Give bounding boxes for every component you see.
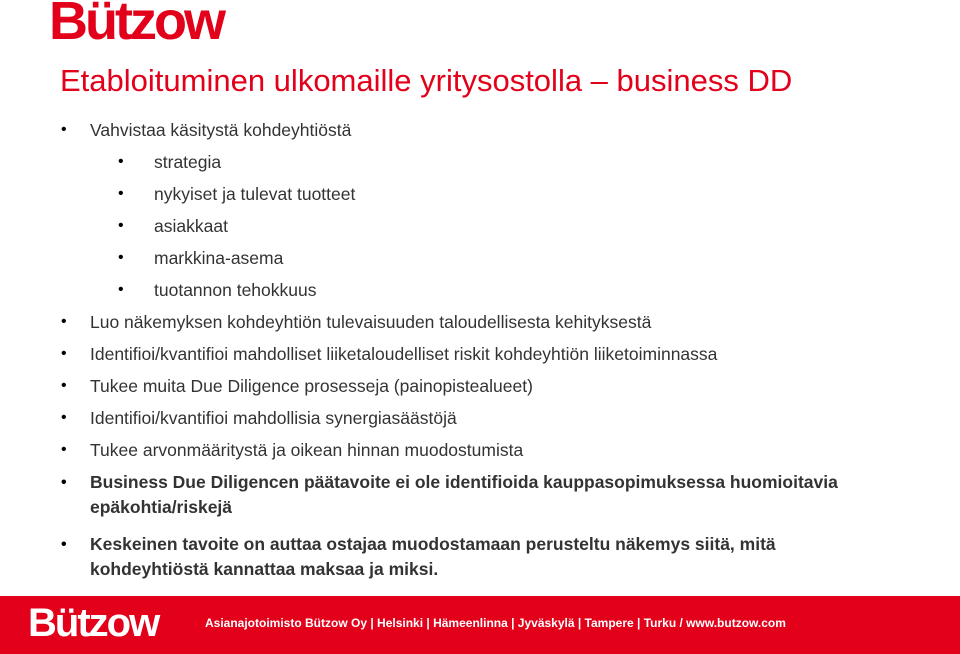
bullet-item: • Luo näkemyksen kohdeyhtiön tulevaisuuden taloudellisesta kehityksestä [0,306,960,338]
butzow-logo-top: Bützow [49,0,223,51]
footer-contact-text: Asianajotoimisto Bützow Oy | Helsinki | Hämeenlinna | Jyväskylä | Tampere | Turku / www.butzow.com [205,616,786,630]
bullet-item: • Business Due Diligencen päätavoite ei ole identifioida kauppasopimuksessa huomioitavia epäkohtia/riskejä [0,466,870,524]
sub-bullet-item: • strategia [0,146,960,178]
bullet-list [0,114,960,586]
bullet-item: • Vahvistaa käsitystä kohdeyhtiöstä [0,114,960,146]
bullet-item: • Identifioi/kvantifioi mahdollisia synergiasäästöjä [0,402,960,434]
bullet-item: • Tukee muita Due Diligence prosesseja (painopistealueet) [0,370,960,402]
bullet-item: • Identifioi/kvantifioi mahdolliset liiketaloudelliset riskit kohdeyhtiön liiketoiminnassa [0,338,960,370]
slide-title: Etabloituminen ulkomaille yritysostolla – business DD [60,63,793,98]
sub-bullet-item: • nykyiset ja tulevat tuotteet [0,178,960,210]
bullet-item: • Tukee arvonmääritystä ja oikean hinnan muodostumista [0,434,960,466]
butzow-logo-footer: Bützow [28,601,159,645]
footer-bar [0,596,960,654]
bullet-item: • Keskeinen tavoite on auttaa ostajaa muodostamaan perusteltu näkemys siitä, mitä kohdeyhtiöstä kannattaa maksaa ja miksi. [0,528,870,586]
sub-bullet-item: • markkina-asema [0,242,960,274]
sub-bullet-item: • tuotannon tehokkuus [0,274,960,306]
sub-bullet-item: • asiakkaat [0,210,960,242]
